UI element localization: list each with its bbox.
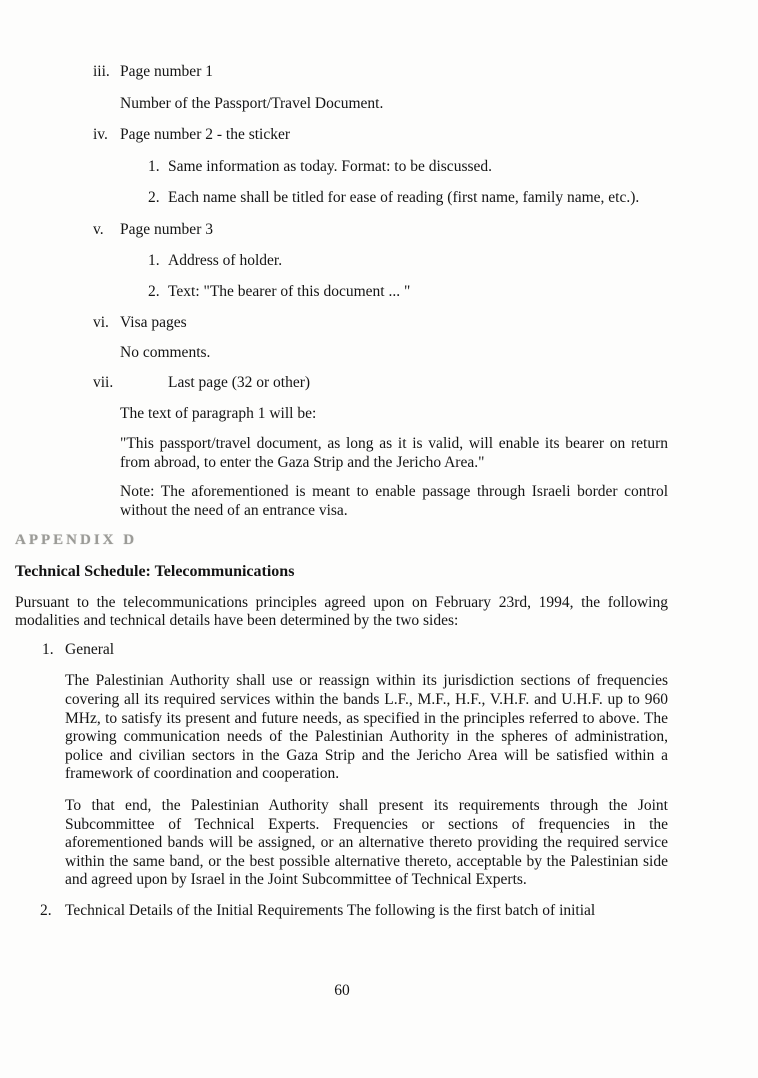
list-subtext: Number of the Passport/Travel Document. xyxy=(120,94,384,112)
list-marker: iv. xyxy=(93,126,108,144)
list-marker: 2. xyxy=(148,283,160,301)
section-marker: 1. xyxy=(42,640,54,658)
list-item-text: Page number 3 xyxy=(120,220,213,238)
passport-outline-list xyxy=(93,63,668,521)
section-1-heading xyxy=(42,641,668,660)
list-item-text: Page number 1 xyxy=(120,63,213,80)
section-text: Technical Details of the Initial Requirements The following is the first batch of initial xyxy=(65,902,596,919)
list-item-vi xyxy=(93,314,668,333)
page-number: 60 xyxy=(334,982,350,999)
section-2-heading xyxy=(40,902,668,921)
list-item-text: Page number 2 - the sticker xyxy=(120,126,291,144)
list-marker: v. xyxy=(93,220,104,238)
list-marker: 1. xyxy=(148,251,160,269)
paragraph-general-2: To that end, the Palestinian Authority shall present its requirements through the Joint Subcommittee of Technical Experts. Frequencies or sections of frequencies in the aforementioned bands will be assigned, or an alternative thereto providing the required service within the same band, or the best possible alternative thereto, acceptable by the Palestinian side and agreed upon by Israel in the Joint Subcommittee of Technical Experts. xyxy=(65,797,668,889)
list-item-text: Text: "The bearer of this document ... " xyxy=(168,283,411,301)
list-item-text: Same information as today. Format: to be discussed. xyxy=(168,157,493,175)
list-item-iii xyxy=(93,63,668,82)
paragraph-general-1: The Palestinian Authority shall use or reassign within its jurisdiction sections of frequencies covering all its required services within the bands L.F., M.F., H.F., V.H.F. and U.H.F. up to 960 MHz, to satisfy its present and future needs, as specified in the principles referred to above. The growing communication needs of the Palestinian Authority in the spheres of administration, police and civilian sectors in the Gaza Strip and the Jericho Area will be satisfied within a framework of coordination and cooperation. xyxy=(65,672,668,783)
list-item-text: Address of holder. xyxy=(168,251,283,269)
paragraph-pursuant: Pursuant to the telecommunications principles agreed upon on February 23rd, 1994, the following modalities and technical details have been determined by the two sides: xyxy=(15,593,668,630)
section-title: General xyxy=(65,640,115,658)
paragraph-note: Note: The aforementioned is meant to enable passage through Israeli border control without the need of an entrance visa. xyxy=(120,483,668,519)
appendix-title: Technical Schedule: Telecommunications xyxy=(15,563,295,581)
list-subtext: No comments. xyxy=(120,344,211,362)
list-marker: vi. xyxy=(93,313,109,331)
list-item-v xyxy=(93,221,668,240)
appendix-section xyxy=(15,531,668,921)
list-item-v-2 xyxy=(148,283,668,302)
list-marker: 1. xyxy=(148,157,160,175)
paragraph-intro-line: The text of paragraph 1 will be: xyxy=(120,404,317,422)
list-item-iv-2 xyxy=(148,189,668,208)
section-marker: 2. xyxy=(40,902,52,919)
list-marker: vii. xyxy=(93,373,114,391)
list-item-text: Last page (32 or other) xyxy=(168,373,311,391)
list-item-iv-1 xyxy=(148,158,668,177)
appendix-heading: APPENDIX D xyxy=(15,531,138,548)
list-item-vii xyxy=(93,374,668,393)
list-marker: 2. xyxy=(148,189,160,207)
list-marker: iii. xyxy=(93,63,110,80)
list-item-text: Visa pages xyxy=(120,313,187,331)
list-item-text: Each name shall be titled for ease of reading (first name, family name, etc.). xyxy=(168,189,640,207)
paragraph-quote: "This passport/travel document, as long as it is valid, will enable its bearer on return from abroad, to enter the Gaza Strip and the Jericho Area." xyxy=(120,435,668,471)
list-item-v-1 xyxy=(148,252,668,271)
list-item-iv xyxy=(93,126,668,145)
